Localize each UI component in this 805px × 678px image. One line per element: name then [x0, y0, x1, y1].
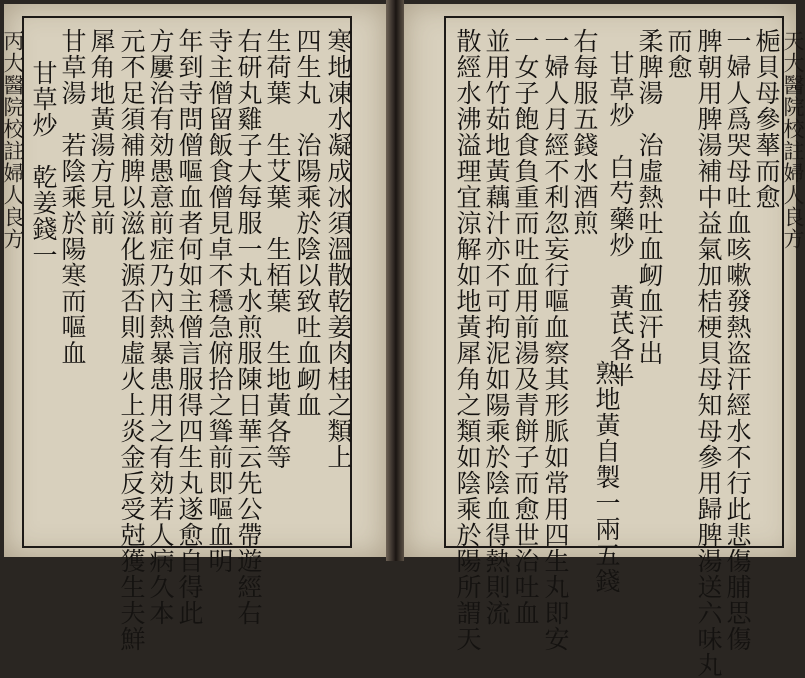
right-col-4: 而愈: [664, 28, 693, 80]
left-col-5: 寺主僧留飯食僧見卓不穩急俯拾之聳前即嘔血明: [205, 28, 234, 574]
right-margin-label: 天大醫院校註婦人良方: [781, 30, 805, 250]
right-col-8: 右每服五錢水酒煎: [570, 28, 599, 236]
left-col-7: 方屢治有効愚意前症乃內熱暴患用之有効若人病久本: [146, 28, 175, 626]
right-col-2: 一婦人爲哭母吐血咳嗽發熱盗汗經水不行此悲傷脯思傷: [723, 28, 752, 652]
right-col-1: 梔貝母參蕐而愈: [752, 28, 781, 210]
left-col-10: 甘草湯 若陰乘於陽寒而嘔血: [58, 28, 87, 366]
left-margin-label: 丙大醫院校註婦人良方: [1, 30, 25, 250]
left-col-6: 年到寺問僧嘔血者何如主僧言服得四生丸遂愈自得此: [175, 28, 204, 626]
left-col-2: 四生丸 治陽乘於陰以致吐血衂血: [293, 28, 322, 418]
right-col-3: 脾朝用脾湯補中益氣加桔梗貝母知母參用歸脾湯送六味丸: [694, 28, 723, 678]
right-col-11: 並用竹茹地黃藕汁亦不可拘泥如陽乘於陰血得熱則流: [482, 28, 511, 626]
right-col-10: 一女子飽食負重而吐血用前湯及青餅子而愈世治吐血: [511, 28, 540, 626]
right-col-12: 散經水沸溢理宜涼解如地黃犀角之類如陰乘於陽所謂天: [453, 28, 482, 652]
left-col-8: 元不足須補脾以滋化源否則虛火上炎金反受尅獲生夫鮮: [117, 28, 146, 652]
right-col-6: 甘草炒 白芍藥炒 黃芪各半: [606, 50, 635, 388]
book-gutter: [386, 0, 404, 561]
left-col-1: 寒地凍水凝成冰須溫散乾姜肉桂之類上: [324, 28, 353, 470]
left-col-11: 甘草炒 乾姜錢一: [29, 60, 58, 268]
left-col-4: 右研丸雞子大每服一丸水煎服陳日華云先公帶遊經右: [234, 28, 263, 626]
right-col-5: 柔脾湯 治虛熱吐血衂血汗出: [635, 28, 664, 366]
left-col-3: 生荷葉 生艾葉 生栢葉 生地黃各等: [263, 28, 292, 470]
right-col-9: 一婦人月經不利忽妄行嘔血察其形脈如常用四生丸即安: [541, 28, 570, 652]
right-col-7: 熟地黃自製一兩五錢: [592, 360, 621, 594]
left-col-9: 犀角地黃湯方見前: [87, 28, 116, 236]
